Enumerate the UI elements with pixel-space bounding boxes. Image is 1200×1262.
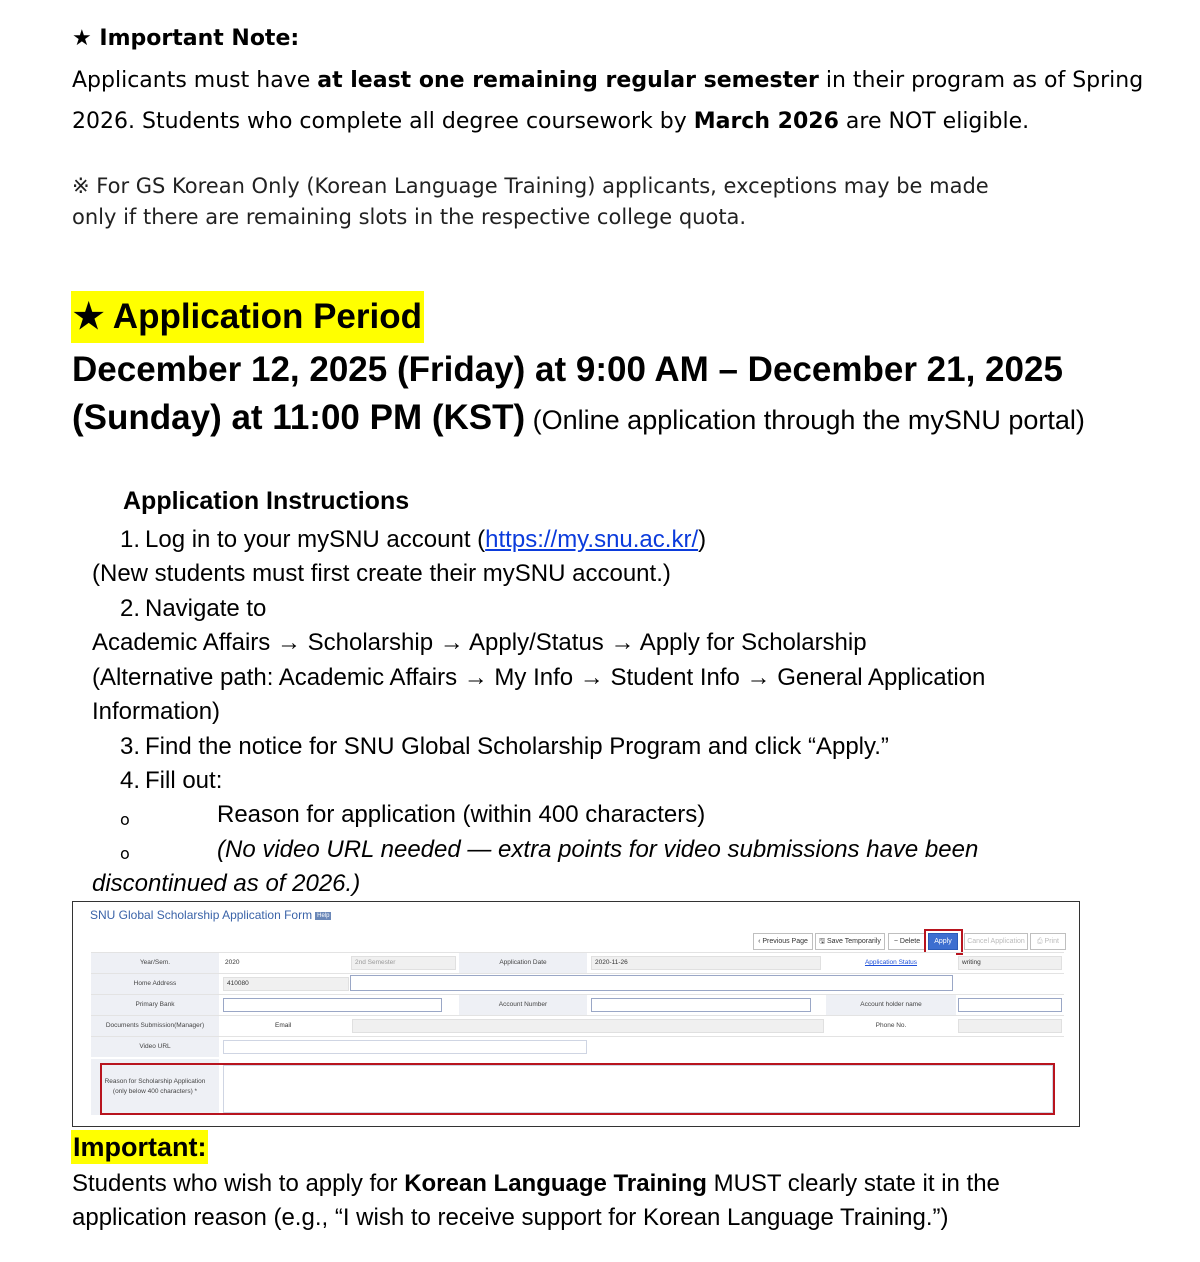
- form-row-address: [91, 973, 1064, 994]
- save-temporarily-button[interactable]: 🖫 Save Temporarily: [815, 933, 885, 950]
- account-number-label: Account Number: [459, 995, 587, 1015]
- text-run: Log in to your mySNU account (: [145, 526, 486, 553]
- application-date-field: [591, 956, 821, 970]
- step-2-path: Academic Affairs → Scholarship → Apply/Status → Apply for Scholarship: [92, 629, 867, 656]
- text-run: in their program as of Spring: [818, 68, 1144, 93]
- text-run: Applicants must have: [72, 68, 318, 93]
- instructions-title: Application Instructions: [123, 487, 410, 515]
- step-4-number: 4.: [120, 767, 141, 794]
- primary-bank-select[interactable]: [223, 998, 442, 1012]
- step-3-number: 3.: [120, 733, 141, 760]
- reason-label-line-1: Reason for Scholarship Application: [104, 1078, 206, 1085]
- step-3: Find the notice for SNU Global Scholarship Program and click “Apply.”: [145, 733, 889, 760]
- text-run: are NOT eligible.: [838, 109, 1030, 134]
- eligibility-line-2: [72, 109, 1029, 134]
- account-number-input[interactable]: [591, 998, 811, 1012]
- email-label: Email: [275, 1022, 292, 1029]
- bullet-icon: o: [120, 810, 130, 829]
- step-2-number: 2.: [120, 595, 141, 622]
- text-run: Students who wish to apply for: [72, 1170, 405, 1197]
- form-title: [90, 908, 331, 922]
- eligibility-line-1: [72, 68, 1143, 93]
- exception-line-2: only if there are remaining slots in the respective college quota.: [72, 205, 747, 229]
- year-sem-label: Year/Sem.: [91, 953, 219, 973]
- video-url-label: Video URL: [91, 1037, 219, 1057]
- form-row-documents: [91, 1015, 1064, 1036]
- zip-field[interactable]: [223, 977, 349, 991]
- form-row-year: [91, 952, 1064, 973]
- step-1-number: 1.: [120, 526, 141, 553]
- email-field: [352, 1019, 824, 1033]
- application-status-link[interactable]: [826, 953, 956, 973]
- step-1-note: (New students must first create their mySNU account.): [92, 560, 671, 587]
- bullet-2-line-2: discontinued as of 2026.): [92, 870, 361, 897]
- text-run: ): [698, 526, 707, 553]
- text-run-bold: at least one remaining regular semester: [317, 68, 819, 93]
- important-line-2: application reason (e.g., “I wish to receive support for Korean Language Training.”): [72, 1204, 949, 1231]
- phone-label: Phone No.: [826, 1016, 956, 1036]
- step-1: [145, 526, 706, 554]
- exception-line-1: ※ For GS Korean Only (Korean Language Training) applicants, exceptions may be made: [72, 174, 989, 198]
- year-value: 2020: [225, 959, 240, 966]
- bullet-icon: o: [120, 844, 130, 863]
- reason-label-line-2: (only below 400 characters) *: [112, 1088, 198, 1095]
- bullet-1: Reason for application (within 400 characters): [217, 801, 706, 828]
- application-period-heading: ★ Application Period: [71, 291, 424, 343]
- mysnu-link[interactable]: https://my.snu.ac.kr/: [485, 526, 699, 553]
- form-row-video: [91, 1036, 1064, 1057]
- print-button[interactable]: ⎙ Print: [1030, 933, 1066, 950]
- previous-page-button[interactable]: ‹ Previous Page: [753, 933, 813, 950]
- phone-field: [958, 1019, 1062, 1033]
- cancel-application-button[interactable]: Cancel Application: [964, 933, 1028, 950]
- text-run: MUST clearly state it in the: [706, 1170, 1000, 1197]
- home-address-label: Home Address: [91, 974, 219, 994]
- important-heading: Important:: [73, 1132, 207, 1162]
- status-link-text[interactable]: Application Status: [864, 959, 918, 966]
- form-row-bank: [91, 994, 1064, 1015]
- primary-bank-label: Primary Bank: [91, 995, 219, 1015]
- important-line-1: [72, 1170, 1000, 1198]
- application-form-screenshot: [72, 901, 1080, 1127]
- documents-label: Documents Submission(Manager): [91, 1016, 219, 1036]
- text-run: (Online application through the mySNU portal): [525, 405, 1085, 435]
- account-holder-input[interactable]: [958, 998, 1062, 1012]
- semester-select[interactable]: [351, 956, 456, 970]
- form-title-text: SNU Global Scholarship Application Form: [90, 908, 313, 922]
- important-note-title: ★ Important Note:: [72, 26, 300, 51]
- delete-button[interactable]: − Delete: [888, 933, 926, 950]
- text-run-bold: (Sunday) at 11:00 PM (KST): [72, 398, 526, 437]
- status-value: writing: [962, 959, 981, 966]
- step-2: Navigate to: [145, 595, 267, 622]
- step-2-alt-path-2: Information): [92, 698, 221, 725]
- application-date-label: Application Date: [459, 953, 587, 973]
- semester-value: 2nd Semester: [355, 959, 396, 966]
- period-dates-line-1: December 12, 2025 (Friday) at 9:00 AM – December 21, 2025: [72, 350, 1063, 389]
- period-dates-line-2: [72, 398, 1085, 438]
- address-input[interactable]: [350, 975, 953, 991]
- step-2-alt-path-1: (Alternative path: Academic Affairs → My Info → Student Info → General Application: [92, 664, 986, 691]
- application-date-value: 2020-11-26: [595, 959, 628, 966]
- help-icon[interactable]: Help: [317, 912, 330, 919]
- account-holder-label: Account holder name: [826, 995, 956, 1015]
- bullet-2-line-1: (No video URL needed — extra points for video submissions have been: [217, 836, 979, 863]
- step-4: Fill out:: [145, 767, 223, 794]
- text-run-bold: March 2026: [693, 109, 839, 134]
- apply-button[interactable]: Apply: [928, 933, 958, 950]
- text-run: 2026. Students who complete all degree coursework by: [72, 109, 694, 134]
- zip-value: 410080: [227, 980, 249, 987]
- text-run-bold: Korean Language Training: [404, 1170, 707, 1197]
- video-url-input[interactable]: [223, 1040, 587, 1054]
- reason-highlight-box: [100, 1063, 1055, 1115]
- status-field: [958, 956, 1062, 970]
